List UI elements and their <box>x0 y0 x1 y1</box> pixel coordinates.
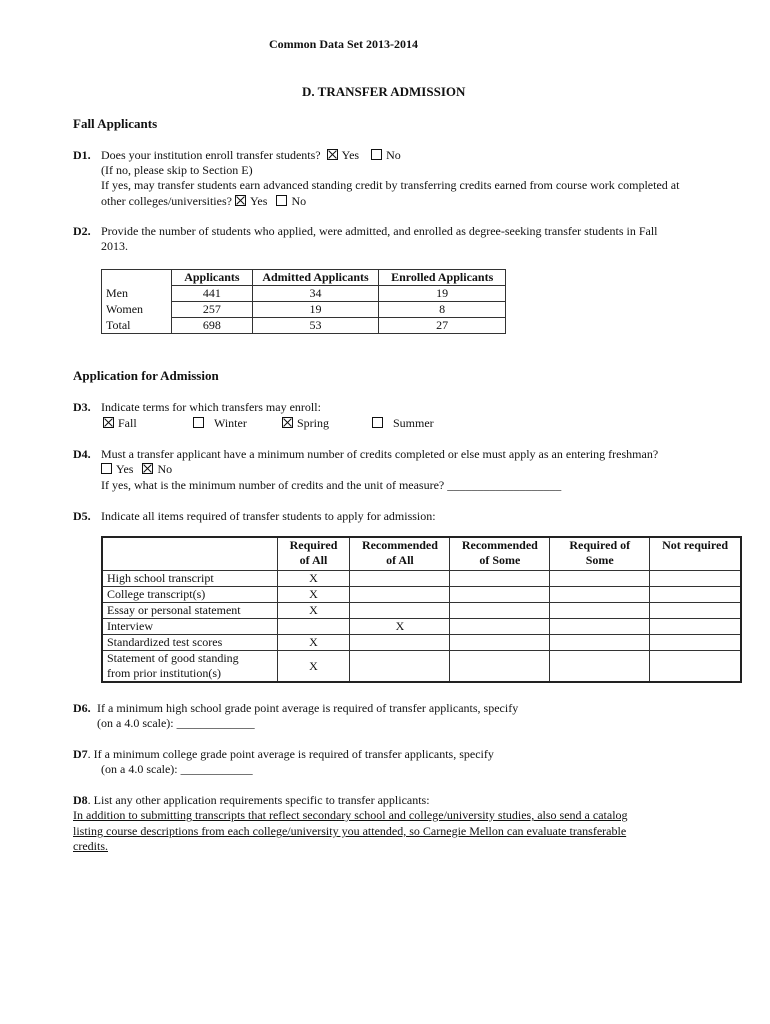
d1-no-checkbox[interactable] <box>371 149 382 160</box>
d4-followup: If yes, what is the minimum number of credits and the unit of measure? ___________________ <box>101 478 562 492</box>
table-row <box>102 318 506 334</box>
enrolled-value: 8 <box>379 302 506 318</box>
item-label: College transcript(s) <box>102 587 277 603</box>
d4-no-label: No <box>157 462 173 476</box>
col-recommended-some <box>450 537 550 571</box>
table-row <box>102 571 741 587</box>
enrollment-table <box>101 269 506 334</box>
d2-question-line2: 2013. <box>101 239 128 253</box>
d4-yes-checkbox[interactable] <box>101 463 112 474</box>
mark-cell: X <box>277 635 350 651</box>
mark-cell <box>650 603 741 619</box>
term-summer <box>372 416 434 431</box>
d7-line <box>73 747 494 762</box>
d1-question <box>101 148 401 163</box>
col-enrolled: Enrolled Applicants <box>379 270 506 286</box>
mark-cell <box>350 603 450 619</box>
requirements-table-header <box>102 537 741 571</box>
d2-question-line1: Provide the number of students who applied, were admitted, and enrolled as degree-seeking transfer students in Fall <box>101 224 658 238</box>
table-row <box>102 286 506 302</box>
admitted-value: 19 <box>252 302 379 318</box>
d1-question2-line2: other colleges/universities? <box>101 194 232 208</box>
mark-cell: X <box>277 603 350 619</box>
mark-cell <box>450 619 550 635</box>
d4-yes-label: Yes <box>116 462 134 476</box>
d6-number: D6. <box>73 701 91 715</box>
header-line: Required <box>289 538 338 552</box>
mark-cell <box>277 619 350 635</box>
enrolled-value: 19 <box>379 286 506 302</box>
admitted-value: 34 <box>252 286 379 302</box>
winter-checkbox[interactable] <box>193 417 204 428</box>
header-line: Recommended <box>361 538 438 552</box>
d1-note: (If no, please skip to Section E) <box>101 163 253 177</box>
table-row <box>102 587 741 603</box>
d1-question2 <box>101 194 306 209</box>
mark-cell: X <box>277 587 350 603</box>
d4-number: D4. <box>73 447 91 461</box>
d1-credit-no-label: No <box>291 194 307 208</box>
item-label <box>102 651 277 683</box>
d8-line <box>73 793 430 808</box>
header-line: of Some <box>479 553 521 567</box>
table-row <box>102 603 741 619</box>
col-applicants: Applicants <box>172 270 253 286</box>
d8-answer-line3: credits. <box>73 839 108 853</box>
d6-scale: (on a 4.0 scale): _____________ <box>97 716 255 730</box>
mark-cell <box>450 603 550 619</box>
d8-answer-line1: In addition to submitting transcripts that reflect secondary school and college/university studies, also send a catalog <box>73 808 628 822</box>
spring-checkbox[interactable] <box>282 417 293 428</box>
row-label: Total <box>102 318 172 334</box>
mark-cell <box>450 651 550 683</box>
mark-cell <box>450 571 550 587</box>
term-fall <box>103 416 137 431</box>
d1-question-text: Does your institution enroll transfer students? <box>101 148 321 162</box>
row-label: Men <box>102 286 172 302</box>
row-label: Women <box>102 302 172 318</box>
admitted-value: 53 <box>252 318 379 334</box>
applicants-value: 698 <box>172 318 253 334</box>
header-line: Required of <box>569 538 631 552</box>
mark-cell <box>450 635 550 651</box>
d1-credit-yes-checkbox[interactable] <box>235 195 246 206</box>
d7-number: D7 <box>73 747 88 761</box>
header-line: of All <box>299 553 328 567</box>
mark-cell <box>650 651 741 683</box>
term-label: Spring <box>297 416 330 430</box>
mark-cell: X <box>350 619 450 635</box>
mark-cell <box>550 635 650 651</box>
item-label: Interview <box>102 619 277 635</box>
col-admitted: Admitted Applicants <box>252 270 379 286</box>
term-label: Winter <box>214 416 247 430</box>
col-not-required <box>650 537 741 571</box>
d4-question: Must a transfer applicant have a minimum number of credits completed or else must apply as an entering freshman? <box>101 447 659 461</box>
d3-number: D3. <box>73 400 91 414</box>
d1-credit-yes-label: Yes <box>249 194 268 208</box>
enrollment-table-corner <box>102 270 172 286</box>
header-line: of All <box>386 553 414 567</box>
header-line: Not required <box>662 538 728 552</box>
col-required-some <box>550 537 650 571</box>
mark-cell <box>650 587 741 603</box>
enrollment-table-header <box>102 270 506 286</box>
mark-cell <box>550 571 650 587</box>
item-label-line: from prior institution(s) <box>107 666 221 680</box>
mark-cell <box>550 587 650 603</box>
d7-question: . If a minimum college grade point average is required of transfer applicants, specify <box>87 747 494 761</box>
summer-checkbox[interactable] <box>372 417 383 428</box>
d8-number: D8 <box>73 793 88 807</box>
mark-cell <box>350 571 450 587</box>
requirements-table-corner <box>102 537 277 571</box>
d4-no-checkbox[interactable] <box>142 463 153 474</box>
mark-cell <box>650 571 741 587</box>
d4-options <box>101 462 172 477</box>
mark-cell <box>350 587 450 603</box>
mark-cell: X <box>277 571 350 587</box>
d7-scale: (on a 4.0 scale): ____________ <box>101 762 253 776</box>
mark-cell <box>550 603 650 619</box>
mark-cell <box>350 651 450 683</box>
mark-cell <box>550 619 650 635</box>
applicants-value: 441 <box>172 286 253 302</box>
d1-credit-no-checkbox[interactable] <box>276 195 287 206</box>
table-row <box>102 619 741 635</box>
header-line: Recommended <box>461 538 538 552</box>
term-label: Summer <box>393 416 434 430</box>
mark-cell <box>350 635 450 651</box>
d1-question2-line1: If yes, may transfer students earn advanced standing credit by transferring credits earned from course work completed at <box>101 178 680 192</box>
d6-question: If a minimum high school grade point average is required of transfer applicants, specify <box>97 701 519 715</box>
item-label: High school transcript <box>102 571 277 587</box>
fall-checkbox[interactable] <box>103 417 114 428</box>
d5-question: Indicate all items required of transfer students to apply for admission: <box>101 509 436 523</box>
d1-number: D1. <box>73 148 91 162</box>
application-heading: Application for Admission <box>73 368 219 383</box>
d1-yes-label: Yes <box>341 148 360 162</box>
table-row <box>102 651 741 683</box>
fall-applicants-heading: Fall Applicants <box>73 116 158 131</box>
d5-number: D5. <box>73 509 91 523</box>
mark-cell: X <box>277 651 350 683</box>
section-title: D. TRANSFER ADMISSION <box>302 84 466 99</box>
d2-number: D2. <box>73 224 91 238</box>
d8-answer-line2: listing course descriptions from each college/university you attended, so Carnegie Mellon can evaluate transferable <box>73 824 627 838</box>
applicants-value: 257 <box>172 302 253 318</box>
item-label-line: Statement of good standing <box>107 651 239 665</box>
mark-cell <box>550 651 650 683</box>
enrolled-value: 27 <box>379 318 506 334</box>
mark-cell <box>650 619 741 635</box>
d1-no-label: No <box>386 148 401 162</box>
table-row <box>102 302 506 318</box>
mark-cell <box>650 635 741 651</box>
d1-yes-checkbox[interactable] <box>327 149 338 160</box>
header-line: Some <box>585 553 614 567</box>
item-label: Essay or personal statement <box>102 603 277 619</box>
term-spring <box>282 416 329 431</box>
table-row <box>102 635 741 651</box>
document-header: Common Data Set 2013-2014 <box>269 37 418 51</box>
term-winter <box>193 416 247 431</box>
d8-question: . List any other application requirements specific to transfer applicants: <box>87 793 430 807</box>
mark-cell <box>450 587 550 603</box>
d3-question: Indicate terms for which transfers may enroll: <box>101 400 321 414</box>
item-label: Standardized test scores <box>102 635 277 651</box>
col-recommended-all <box>350 537 450 571</box>
col-required-all <box>277 537 350 571</box>
term-label: Fall <box>118 416 137 430</box>
requirements-table <box>101 536 742 683</box>
